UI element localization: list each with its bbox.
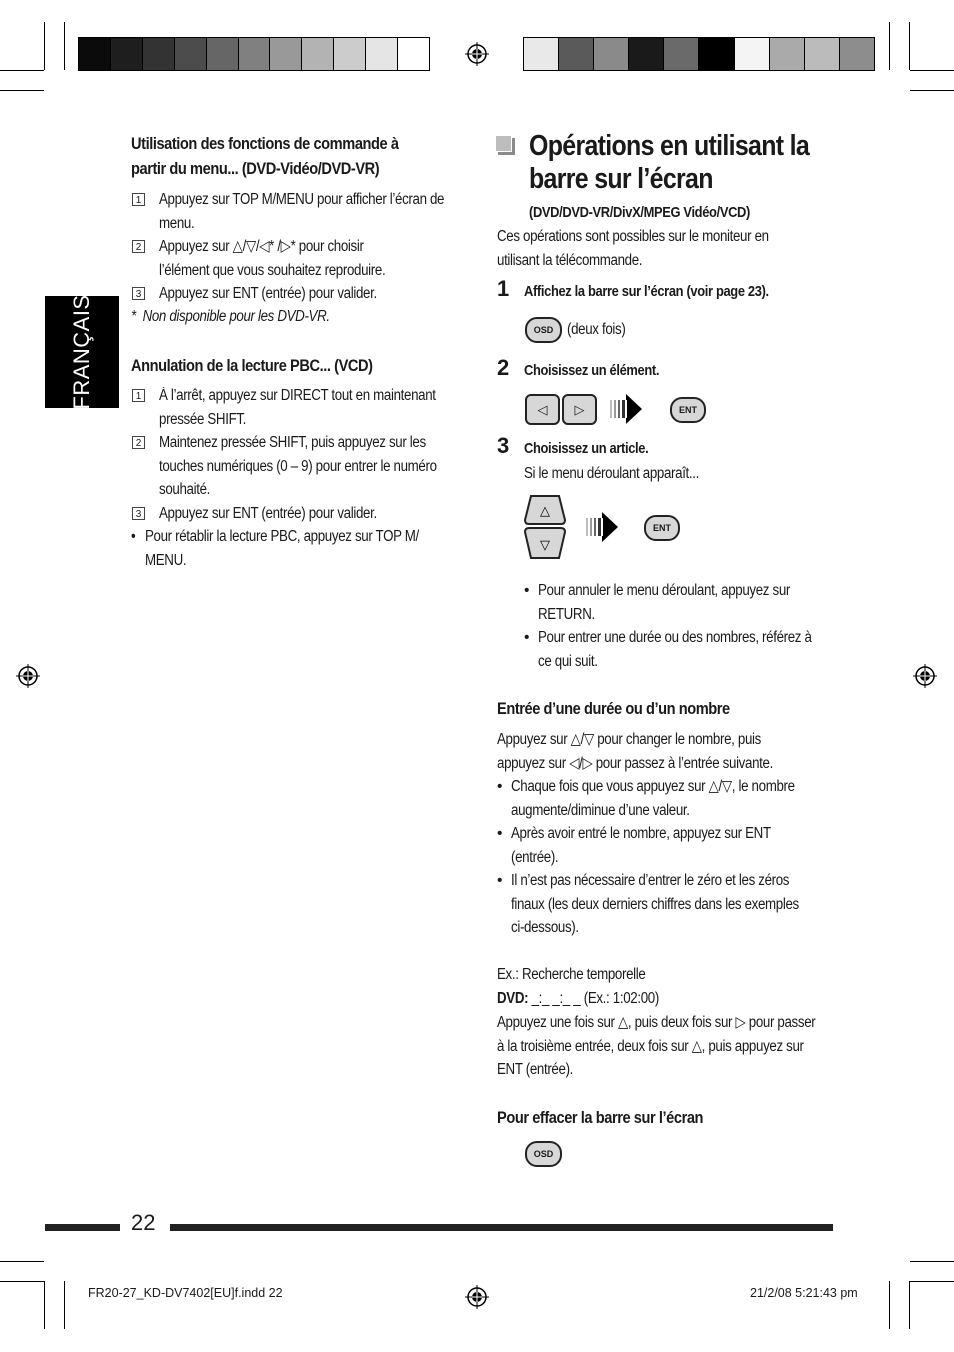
page-number: 22 (131, 1210, 156, 1235)
step-number-box: 3 (132, 287, 145, 300)
bullet: • (524, 582, 530, 599)
step-number: 1 (497, 276, 510, 301)
registration-mark-icon (16, 664, 40, 688)
color-swatch (79, 38, 111, 70)
bullet-text: Pour entrer une durée ou des nombres, référez à ce qui suit. (538, 629, 812, 670)
page-bar-left (45, 1224, 120, 1231)
entry-text: Appuyez sur △/▽ pour changer le nombre, puis appuyez sur ◁/▷ pour passez à l’entrée suivante. (497, 731, 773, 772)
step-text: Maintenez pressée SHIFT, puis appuyez sur les touches numériques (0 – 9) pour entrer le numéro souhaité. (159, 434, 437, 498)
ent-button[interactable]: ENT (644, 515, 680, 541)
bullet-text: Chaque fois que vous appuyez sur △/▽, le nombre augmente/diminue d’une valeur. (511, 778, 795, 819)
color-swatch (143, 38, 175, 70)
language-tab (45, 296, 119, 408)
section-title-entry: Entrée d’une durée ou d’un nombre (497, 699, 730, 718)
page-bar-right (170, 1224, 833, 1231)
footer-timestamp: 21/2/08 5:21:43 pm (750, 1286, 858, 1300)
step-text: Appuyez sur TOP M/MENU pour afficher l’écran de menu. (159, 191, 445, 232)
color-swatch (270, 38, 302, 70)
color-calibration-bar-left (78, 37, 430, 71)
up-down-buttons[interactable] (523, 494, 567, 560)
step-3-subtext: Si le menu déroulant apparaît... (524, 465, 699, 482)
flow-arrow-icon (610, 390, 644, 428)
example-description: Appuyez une fois sur △, puis deux fois sur ▷ pour passer à la troisième entrée, deux fois sur △, puis appuyez sur ENT (entrée). (497, 1014, 816, 1078)
color-swatch (111, 38, 143, 70)
section-title-clear-bar: Pour effacer la barre sur l’écran (497, 1108, 704, 1127)
footer-file-info: FR20-27_KD-DV7402[EU]f.indd 22 (88, 1286, 283, 1300)
pbc-bullet: • (131, 528, 136, 545)
language-label: FRANÇAIS (69, 294, 94, 410)
color-swatch (398, 38, 429, 70)
color-swatch (175, 38, 207, 70)
bullet-text: Pour annuler le menu déroulant, appuyez sur RETURN. (538, 582, 790, 623)
bullet-text: Il n’est pas nécessaire d’entrer le zéro et les zéros finaux (les deux derniers chiffres dans les exemples ci-dessous). (511, 872, 799, 936)
example-label: Ex.: Recherche temporelle (497, 966, 646, 983)
page-title: Opérations en utilisant la barre sur l’écran (529, 130, 810, 195)
flow-arrow-icon (586, 508, 620, 546)
twice-note: (deux fois) (567, 321, 626, 338)
right-arrow-button[interactable]: ▷ (562, 394, 597, 425)
osd-button[interactable]: OSD (525, 317, 562, 343)
color-swatch (302, 38, 334, 70)
color-swatch (664, 38, 699, 70)
step-3-text: Choisissez un article. (524, 440, 649, 457)
bullet: • (524, 629, 530, 646)
registration-mark-icon (913, 664, 937, 688)
dvd-example: DVD: _:_ _:_ _ (Ex.: 1:02:00) (497, 990, 659, 1007)
up-arrow-icon: △ (540, 504, 550, 519)
bullet: • (497, 872, 503, 889)
ent-button[interactable]: ENT (670, 397, 706, 423)
step-number-box: 2 (132, 436, 145, 449)
step-number: 3 (497, 433, 510, 458)
color-swatch (334, 38, 366, 70)
color-swatch (207, 38, 239, 70)
footnote: * Non disponible pour les DVD-VR. (131, 308, 330, 325)
section-title-pbc-cancel: Annulation de la lecture PBC... (VCD) (131, 356, 373, 375)
color-swatch (594, 38, 629, 70)
color-swatch (770, 38, 805, 70)
step-text: À l’arrêt, appuyez sur DIRECT tout en maintenant pressée SHIFT. (159, 387, 436, 428)
color-swatch (524, 38, 559, 70)
step-number-box: 1 (132, 389, 145, 402)
osd-button[interactable]: OSD (525, 1141, 562, 1167)
color-swatch (735, 38, 770, 70)
bullet-text: Après avoir entré le nombre, appuyez sur ENT (entrée). (511, 825, 771, 866)
step-number-box: 3 (132, 507, 145, 520)
pbc-bullet-text: Pour rétablir la lecture PBC, appuyez sur TOP M/ MENU. (145, 528, 419, 569)
step-1-text: Affichez la barre sur l’écran (voir page 23). (524, 283, 769, 300)
color-swatch (629, 38, 664, 70)
step-number: 2 (497, 355, 510, 380)
disc-format-subtitle: (DVD/DVD-VR/DivX/MPEG Vidéo/VCD) (529, 204, 750, 221)
color-swatch (559, 38, 594, 70)
registration-mark-icon (465, 42, 489, 66)
down-arrow-icon: ▽ (540, 538, 550, 553)
title-square-icon (498, 138, 515, 155)
color-swatch (840, 38, 874, 70)
intro-text: Ces opérations sont possibles sur le moniteur en utilisant la télécommande. (497, 228, 769, 269)
step-number-box: 1 (132, 193, 145, 206)
step-text: Appuyez sur △/▽/◁* /▷* pour choisir l’élément que vous souhaitez reproduire. (159, 238, 386, 279)
color-swatch (805, 38, 840, 70)
step-text: Appuyez sur ENT (entrée) pour valider. (159, 504, 377, 522)
step-2-text: Choisissez un élément. (524, 362, 660, 379)
color-swatch (366, 38, 398, 70)
color-calibration-bar-right (523, 37, 875, 71)
color-swatch (699, 38, 734, 70)
bullet: • (497, 825, 503, 842)
registration-mark-icon (465, 1285, 489, 1309)
color-swatch (239, 38, 271, 70)
step-number-box: 2 (132, 240, 145, 253)
left-arrow-button[interactable]: ◁ (525, 394, 560, 425)
step-text: Appuyez sur ENT (entrée) pour valider. (159, 285, 377, 302)
bullet: • (497, 778, 503, 795)
section-title-menu-functions: Utilisation des fonctions de commande à partir du menu... (DVD-Vidéo/DVD-VR) (131, 134, 399, 178)
